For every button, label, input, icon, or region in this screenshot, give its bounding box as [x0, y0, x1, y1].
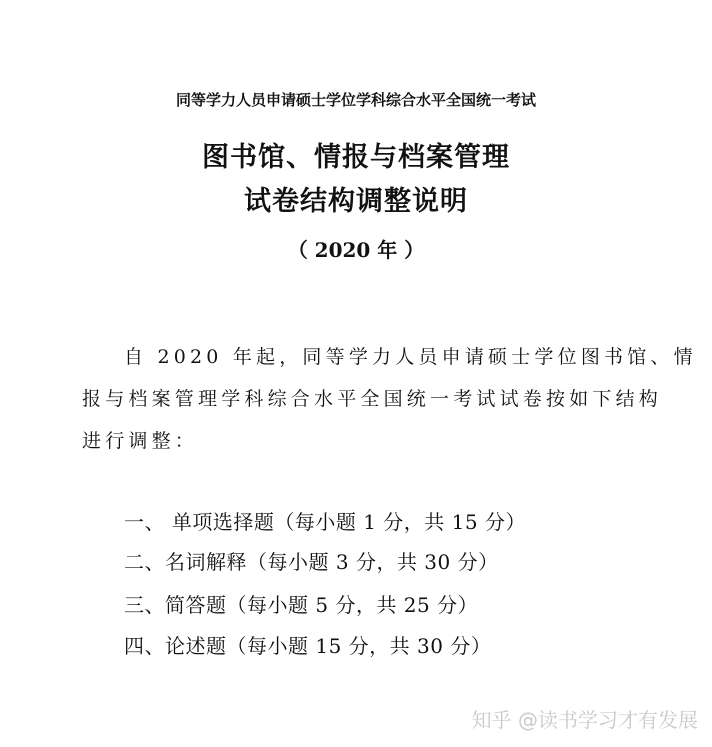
paragraph-line: 进行调整： — [82, 430, 199, 452]
structure-item-essay: 四、论述题（每小题 15 分，共 30 分） — [124, 634, 492, 658]
zhihu-watermark: 知乎 @读书学习才有发展 — [471, 708, 698, 732]
structure-item-term-explanation: 二、名词解释（每小题 3 分，共 30 分） — [124, 550, 499, 574]
paragraph-line: 自 2020 年起，同等学力人员申请硕士学位图书馆、情 — [124, 346, 697, 368]
document-title-line-1: 图书馆、情报与档案管理 — [202, 142, 510, 173]
structure-item-short-answer: 三、简答题（每小题 5 分，共 25 分） — [124, 593, 479, 617]
document-year: （ 2020 年 ） — [287, 238, 425, 262]
document-title-line-2: 试卷结构调整说明 — [244, 186, 468, 217]
structure-item-single-choice: 一、 单项选择题（每小题 1 分，共 15 分） — [124, 510, 526, 534]
exam-header: 同等学力人员申请硕士学位学科综合水平全国统一考试 — [175, 91, 536, 109]
paragraph-line: 报与档案管理学科综合水平全国统一考试试卷按如下结构 — [82, 388, 663, 410]
